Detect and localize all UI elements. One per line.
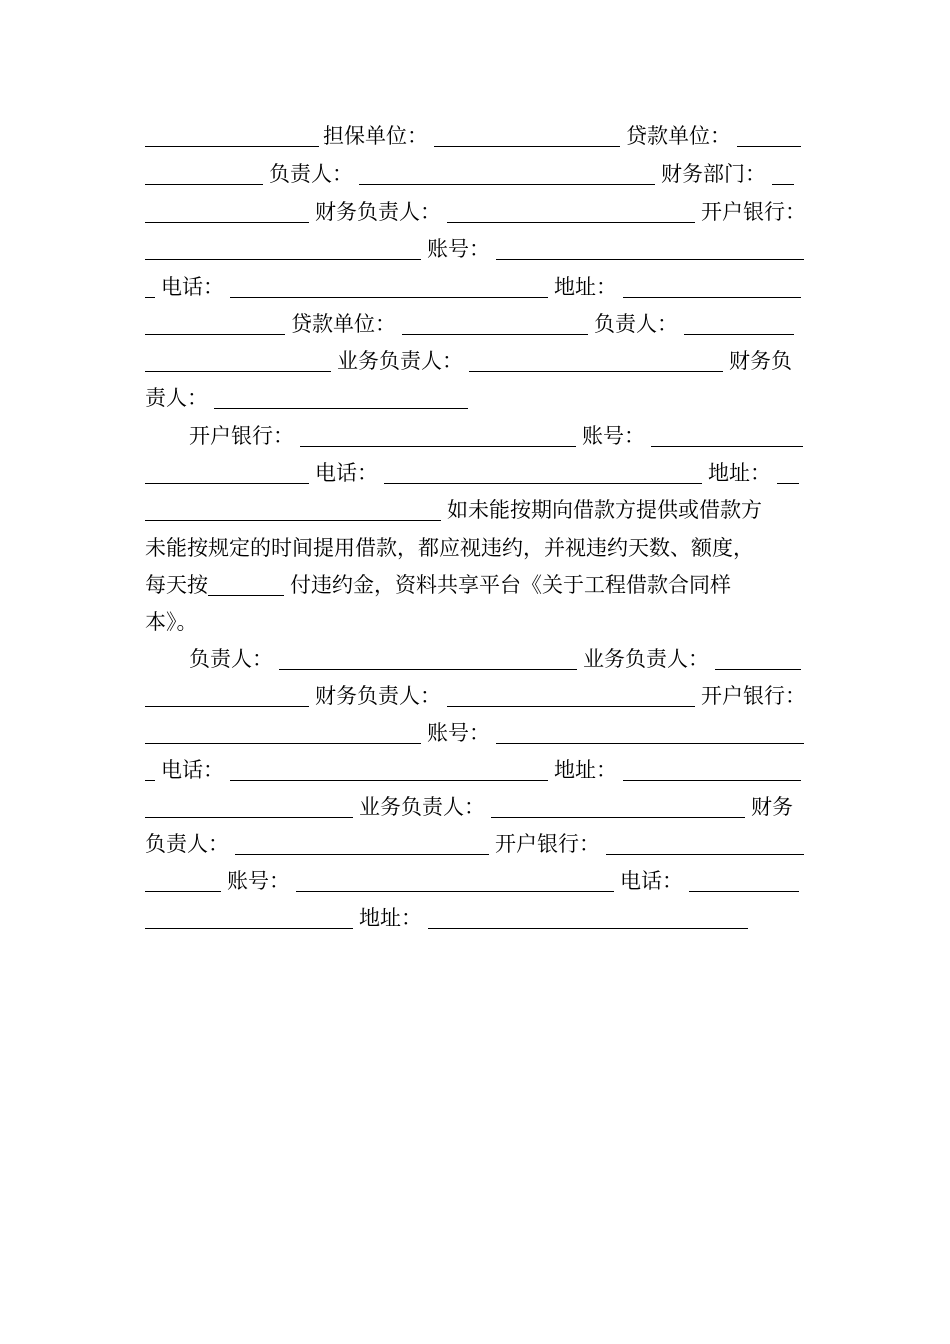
text-line — [145, 566, 737, 604]
fill-blank[interactable] — [145, 498, 441, 521]
fill-blank[interactable] — [145, 349, 331, 372]
field-label: 负责人： — [145, 832, 229, 856]
paragraph-text: 如未能按期向借款方提供或借款方 — [447, 498, 762, 522]
fill-blank[interactable] — [715, 647, 801, 670]
fill-blank[interactable] — [684, 312, 794, 335]
fill-blank[interactable] — [447, 200, 695, 223]
text-line — [145, 342, 798, 380]
fill-blank[interactable] — [689, 869, 799, 892]
field-label: 账号： — [427, 237, 490, 261]
field-label: 地址： — [554, 275, 617, 299]
fill-blank[interactable] — [145, 124, 319, 147]
field-label: 贷款单位： — [626, 124, 731, 148]
paragraph-text: 未能按规定的时间提用借款，都应视违约，并视违约天数、额度， — [145, 536, 754, 560]
fill-blank[interactable] — [145, 795, 353, 818]
text-line — [145, 862, 799, 900]
fill-blank[interactable] — [145, 312, 285, 335]
paragraph-text: 付违约金，资料共享平台《关于工程借款合同样 — [290, 573, 731, 597]
fill-blank[interactable] — [777, 461, 799, 484]
field-label: 电话： — [620, 869, 683, 893]
fill-blank[interactable] — [651, 424, 803, 447]
text-line — [145, 268, 801, 306]
text-line — [145, 230, 804, 268]
text-line — [145, 117, 801, 155]
field-label: 开户银行： — [701, 684, 806, 708]
field-label: 电话： — [161, 758, 224, 782]
fill-blank[interactable] — [491, 795, 745, 818]
field-label: 账号： — [582, 424, 645, 448]
field-label: 财务负责人： — [315, 684, 441, 708]
text-line — [189, 417, 803, 455]
fill-blank[interactable] — [230, 275, 548, 298]
field-label: 地址： — [359, 906, 422, 930]
text-line — [145, 379, 468, 417]
fill-blank[interactable] — [230, 758, 548, 781]
field-label: 开户银行： — [495, 832, 600, 856]
fill-blank[interactable] — [145, 275, 155, 298]
fill-blank[interactable] — [145, 758, 155, 781]
fill-blank[interactable] — [145, 237, 421, 260]
paragraph-text: 本》。 — [145, 610, 198, 634]
fill-blank[interactable] — [145, 461, 309, 484]
fill-blank[interactable] — [384, 461, 702, 484]
field-label: 电话： — [315, 461, 378, 485]
text-line — [145, 491, 768, 529]
field-label: 财务部门： — [661, 162, 766, 186]
field-label: 开户银行： — [701, 200, 806, 224]
fill-blank[interactable] — [300, 424, 576, 447]
fill-blank[interactable] — [469, 349, 723, 372]
fill-blank[interactable] — [145, 869, 221, 892]
paragraph-text: 每天按 — [145, 573, 208, 597]
fill-blank[interactable] — [145, 200, 309, 223]
field-label: 责人： — [145, 386, 208, 410]
text-line — [145, 454, 799, 492]
fill-blank[interactable] — [296, 869, 614, 892]
fill-blank[interactable] — [145, 721, 421, 744]
fill-blank[interactable] — [235, 832, 489, 855]
fill-blank[interactable] — [447, 684, 695, 707]
fill-blank[interactable] — [772, 162, 794, 185]
fill-blank[interactable] — [434, 124, 620, 147]
field-label: 账号： — [427, 721, 490, 745]
fill-blank[interactable] — [623, 758, 801, 781]
text-line — [145, 603, 198, 641]
field-label: 电话： — [161, 275, 224, 299]
field-label: 担保单位： — [323, 124, 428, 148]
field-label: 财务 — [751, 795, 793, 819]
text-line — [145, 677, 812, 715]
text-line — [145, 714, 804, 752]
field-label: 负责人： — [189, 647, 273, 671]
field-label: 负责人： — [269, 162, 353, 186]
text-line — [145, 155, 794, 193]
fill-blank[interactable] — [737, 124, 801, 147]
text-line — [145, 825, 804, 863]
text-line — [189, 640, 801, 678]
fill-blank[interactable] — [606, 832, 804, 855]
fill-blank[interactable] — [279, 647, 577, 670]
fill-blank[interactable] — [402, 312, 588, 335]
fill-blank[interactable] — [359, 162, 655, 185]
fill-blank[interactable] — [145, 162, 263, 185]
field-label: 地址： — [708, 461, 771, 485]
fill-blank[interactable] — [145, 684, 309, 707]
fill-blank[interactable] — [496, 721, 804, 744]
text-line — [145, 193, 812, 231]
field-label: 负责人： — [594, 312, 678, 336]
text-line — [145, 305, 794, 343]
field-label: 财务负责人： — [315, 200, 441, 224]
fill-blank[interactable] — [214, 386, 468, 409]
field-label: 业务负责人： — [359, 795, 485, 819]
text-line — [145, 751, 801, 789]
field-label: 业务负责人： — [337, 349, 463, 373]
field-label: 开户银行： — [189, 424, 294, 448]
fill-blank[interactable] — [208, 573, 284, 596]
field-label: 业务负责人： — [583, 647, 709, 671]
field-label: 贷款单位： — [291, 312, 396, 336]
field-label: 账号： — [227, 869, 290, 893]
fill-blank[interactable] — [623, 275, 801, 298]
fill-blank[interactable] — [496, 237, 804, 260]
field-label: 财务负 — [729, 349, 792, 373]
text-line — [145, 529, 754, 567]
fill-blank[interactable] — [145, 906, 353, 929]
text-line — [145, 899, 748, 937]
fill-blank[interactable] — [428, 906, 748, 929]
text-line — [145, 788, 799, 826]
field-label: 地址： — [554, 758, 617, 782]
